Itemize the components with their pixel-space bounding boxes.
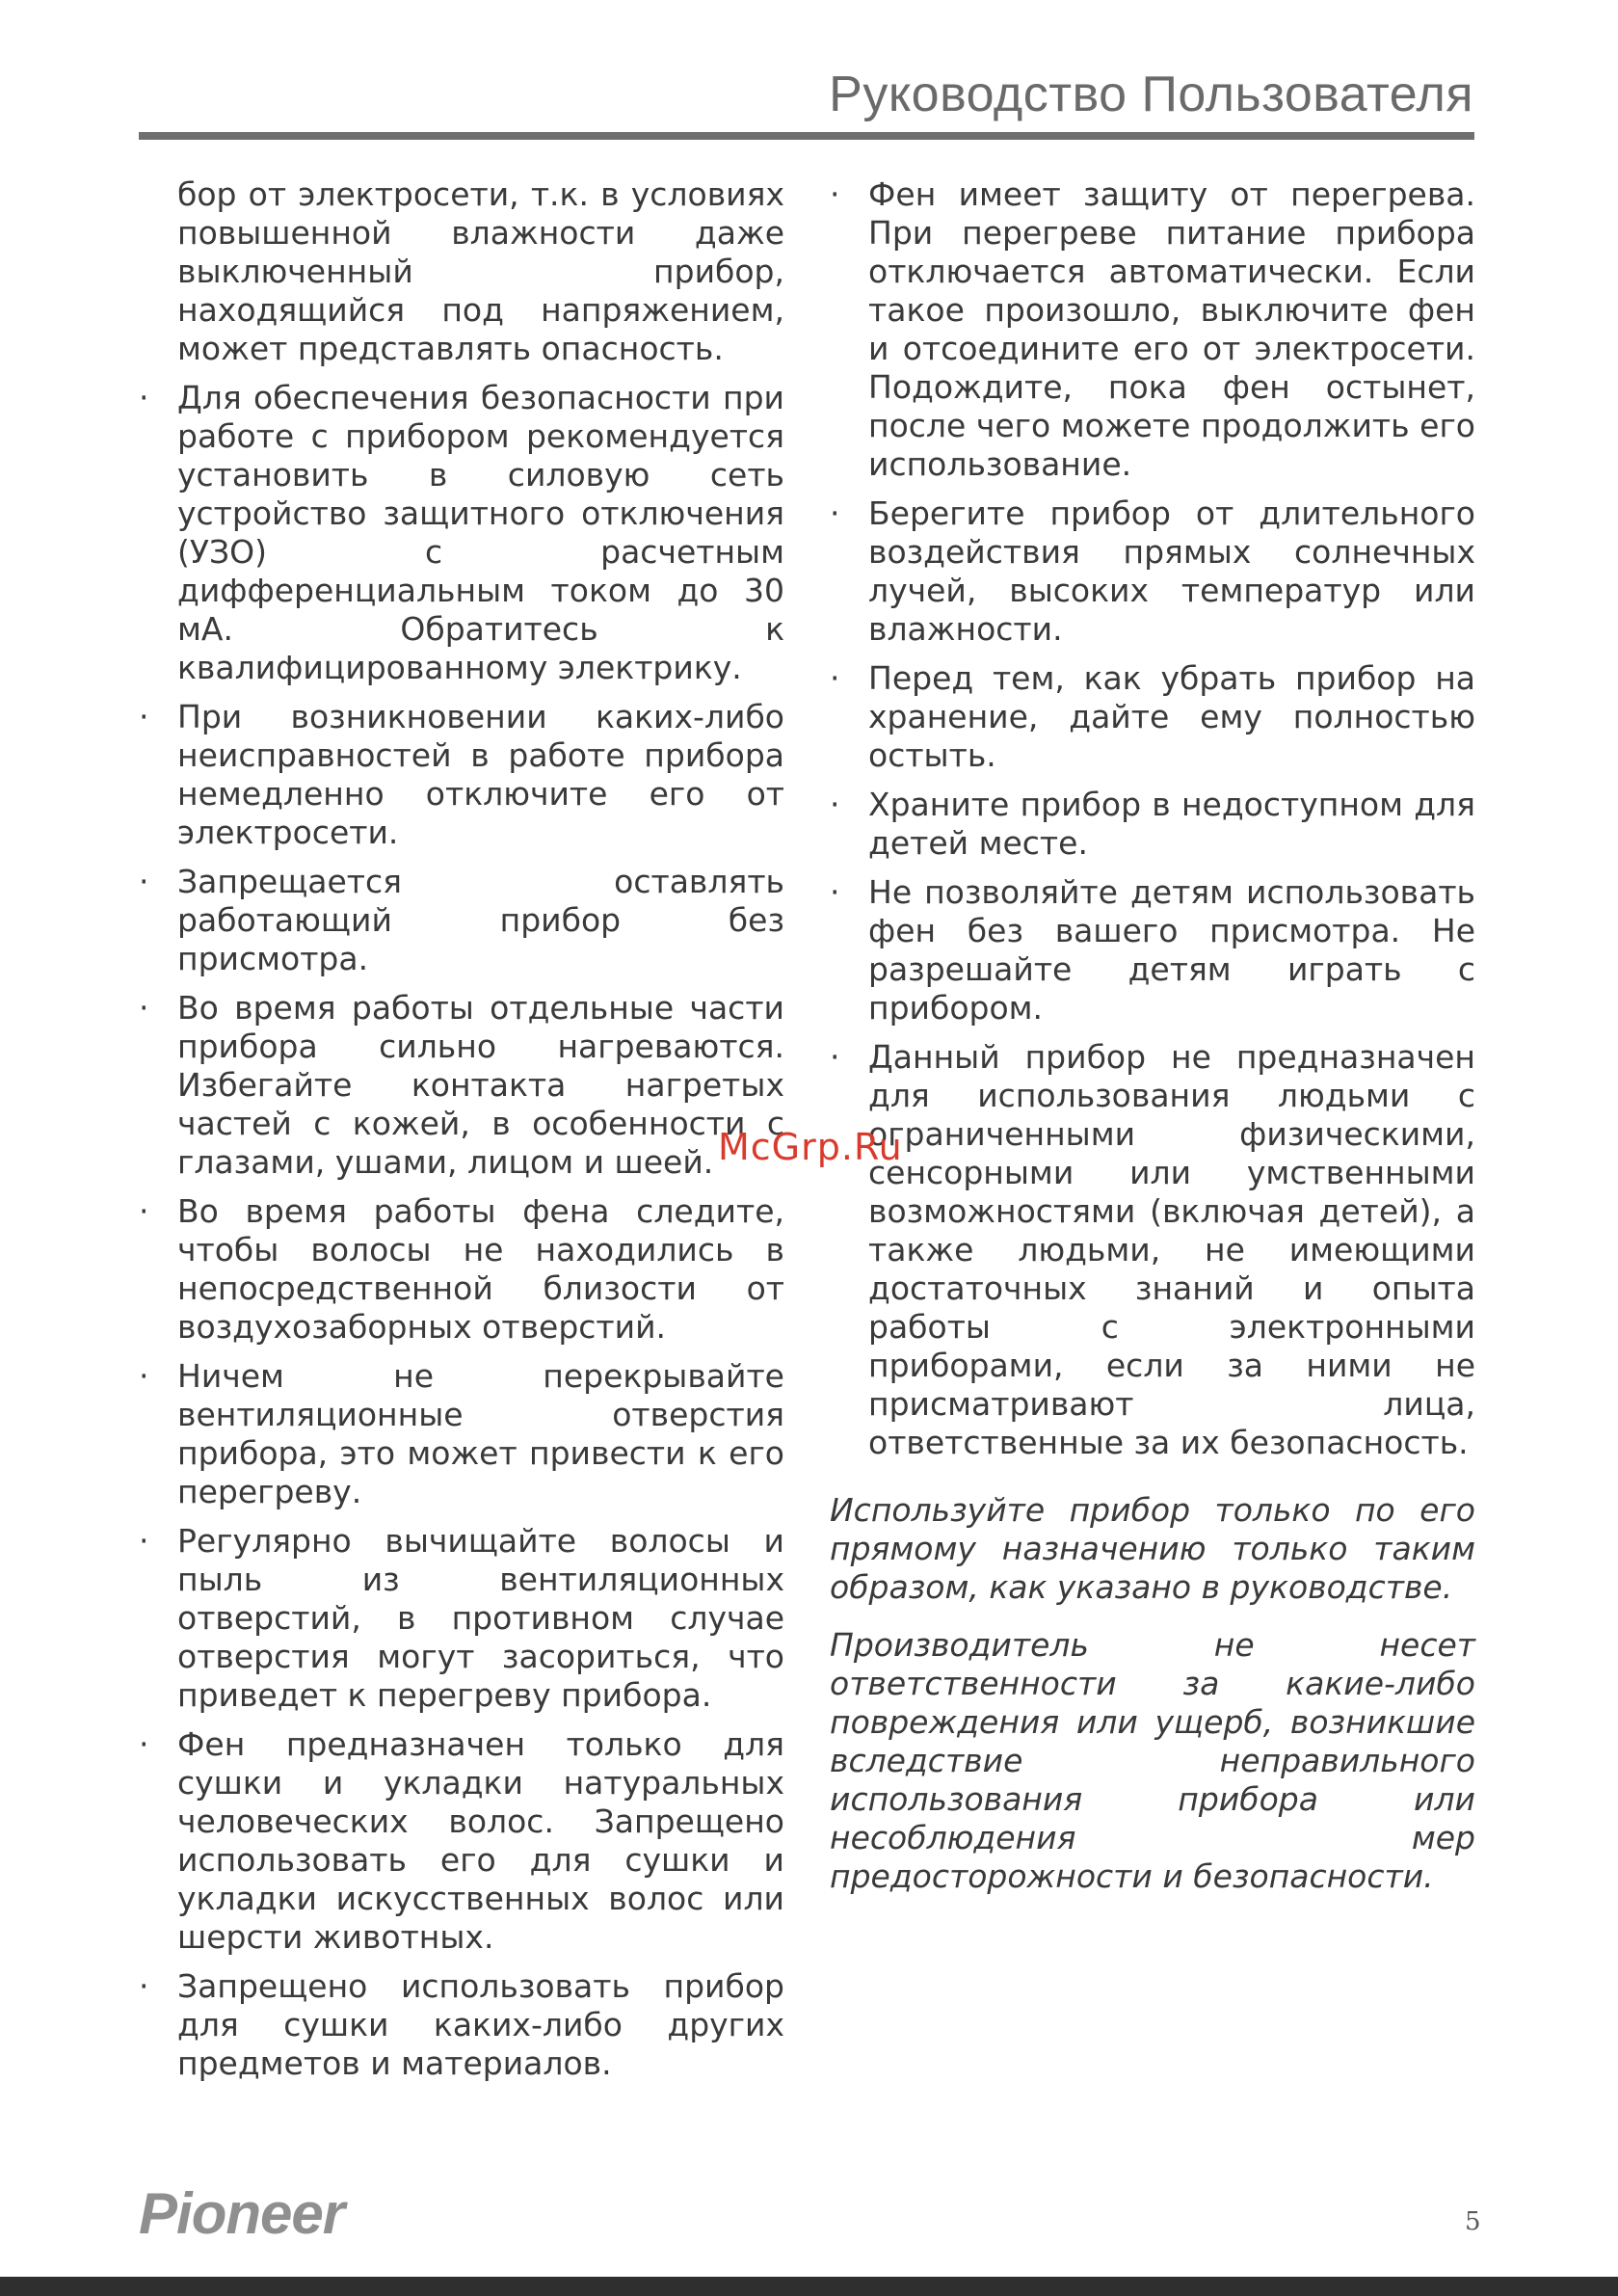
right-bullet-1: · Фен имеет защиту от перегрева. При перегреве питание прибора отключается автоматически. Если такое произошло, выключите фен и отсоедините его от электросети. Подождите, пока фен остынет, после чего можете продолжить его использование.	[830, 175, 1475, 484]
liability-note: Производитель не несет ответственности за какие-либо повреждения или ущерб, возникшие вследствие неправильного использования прибора или несоблюдения мер предосторожности и безопасности.	[830, 1626, 1475, 1895]
left-bullet-5: · Во время работы отдельные части прибора сильно нагреваются. Избегайте контакта нагретых частей с кожей, в особенности с глазами, ушами, лицом и шеей.	[139, 989, 784, 1182]
left-bullet-10: · Запрещено использовать прибор для сушки каких-либо других предметов и материалов.	[139, 1967, 784, 2083]
left-bullet-9: · Фен предназначен только для сушки и укладки натуральных человеческих волос. Запрещено использовать его для сушки и укладки искусственных волос или шерсти животных.	[139, 1725, 784, 1957]
left-paragraph-1: бор от электросети, т.к. в условиях повышенной влажности даже выключенный прибор, находящийся под напряжением, может представлять опасность.	[177, 175, 784, 367]
pioneer-logo: Pioneer	[139, 2181, 345, 2246]
left-bullet-2: · Для обеспечения безопасности при работе с прибором рекомендуется установить в силовую сеть устройство защитного отключения (УЗО) с расчетным дифференциальным током до 30 мА. Обратитесь к квалифицированному электрику.	[139, 379, 784, 687]
left-bullet-8: · Регулярно вычищайте волосы и пыль из вентиляционных отверстий, в противном случае отверстия могут засориться, что приведет к перегреву прибора.	[139, 1522, 784, 1715]
watermark: McGrp.Ru	[718, 1126, 903, 1168]
footer-bar	[0, 2277, 1618, 2296]
usage-note: Используйте прибор только по его прямому назначению только таким образом, как указано в руководстве.	[830, 1491, 1475, 1606]
left-bullet-3: · При возникновении каких-либо неисправностей в работе прибора немедленно отключите его от электросети.	[139, 698, 784, 852]
right-bullet-5: · Не позволяйте детям использовать фен без вашего присмотра. Не разрешайте детям играть с прибором.	[830, 873, 1475, 1028]
page-number: 5	[1465, 2207, 1481, 2236]
right-column	[830, 175, 1475, 1915]
left-bullet-4: · Запрещается оставлять работающий прибор без присмотра.	[139, 863, 784, 978]
left-column	[139, 175, 784, 2094]
left-bullet-7: · Ничем не перекрывайте вентиляционные отверстия прибора, это может привести к его перегреву.	[139, 1357, 784, 1511]
right-bullet-6: · Данный прибор не предназначен для использования людьми с ограниченными физическими, сенсорными или умственными возможностями (включая детей), а также людьми, не имеющими достаточных знаний и опыта работы с электронными приборами, если за ними не присматривают лица, ответственные за их безопасность.	[830, 1038, 1475, 1462]
header-divider	[139, 132, 1474, 140]
right-bullet-4: · Храните прибор в недоступном для детей месте.	[830, 786, 1475, 863]
page-title: Руководство Пользователя	[829, 67, 1473, 122]
left-bullet-6: · Во время работы фена следите, чтобы волосы не находились в непосредственной близости от воздухозаборных отверстий.	[139, 1192, 784, 1347]
right-bullet-3: · Перед тем, как убрать прибор на хранение, дайте ему полностью остыть.	[830, 659, 1475, 775]
right-bullet-2: · Берегите прибор от длительного воздействия прямых солнечных лучей, высоких температур или влажности.	[830, 494, 1475, 649]
